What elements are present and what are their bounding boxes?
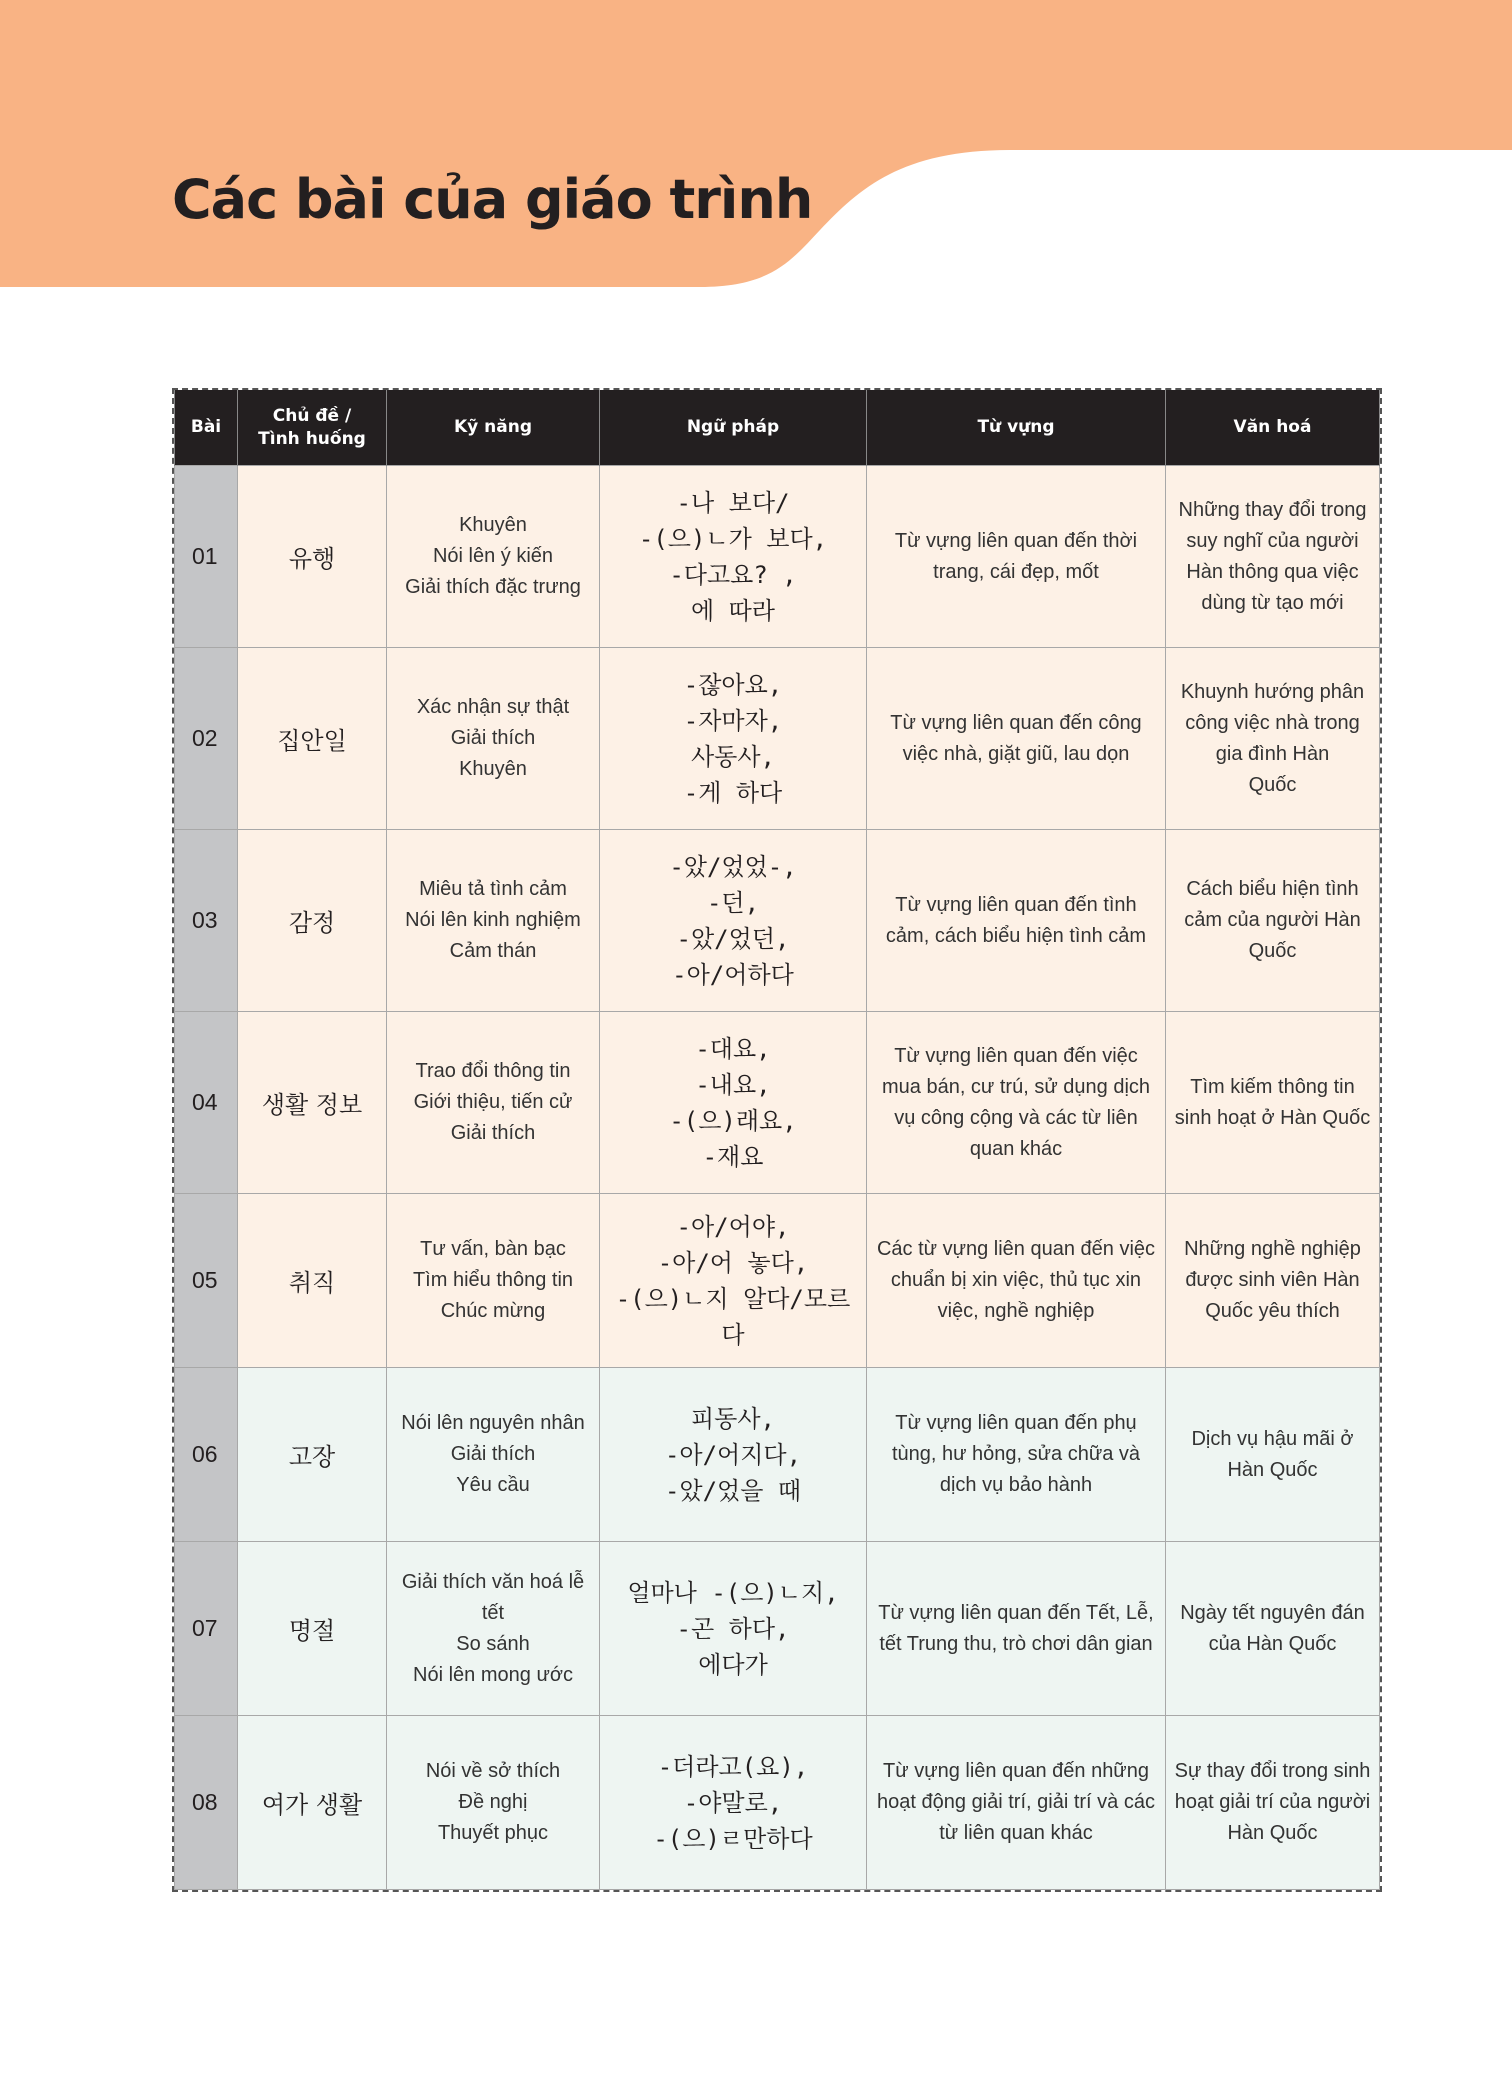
culture-cell-line: gia đình Hàn — [1215, 742, 1330, 765]
culture-cell — [1166, 466, 1380, 648]
culture-cell-line: Những thay đổi trong — [1178, 498, 1367, 521]
header-banner — [0, 0, 1512, 300]
vocabulary-cell-line: Từ vựng liên quan đến công — [890, 711, 1142, 734]
skills-cell-line: Giải thích văn hoá lễ — [401, 1570, 585, 1593]
table-header-row — [175, 390, 1380, 466]
table-body — [175, 466, 1380, 1890]
culture-cell — [1166, 1368, 1380, 1542]
grammar-cell-line: -았/었던, — [676, 924, 790, 953]
topic-cell: 유행 — [238, 466, 387, 648]
skills-cell-line: Nói lên nguyên nhân — [401, 1412, 585, 1434]
grammar-cell-line: 피동사, — [690, 1404, 775, 1433]
culture-cell — [1166, 1194, 1380, 1368]
skills-cell-line: Giới thiệu, tiến cử — [413, 1091, 573, 1113]
grammar-cell-line: -(으)래요, — [669, 1106, 797, 1135]
grammar-cell-line: -야말로, — [683, 1788, 783, 1817]
header-culture: Văn hoá — [1166, 390, 1380, 466]
grammar-cell-line: -았/었었-, — [669, 852, 797, 881]
skills-cell-line: Tư vấn, bàn bạc — [420, 1238, 566, 1260]
skills-cell-line: Khuyên — [459, 514, 527, 536]
culture-cell-line: Ngày tết nguyên đán — [1180, 1601, 1365, 1624]
table-row — [175, 1542, 1380, 1716]
grammar-cell-line: -아/어하다 — [672, 960, 794, 989]
skills-cell-line: Giải thích — [450, 727, 536, 749]
vocabulary-cell — [867, 1542, 1166, 1716]
vocabulary-cell-line: hoạt động giải trí, giải trí và các — [877, 1791, 1155, 1813]
header-vocabulary: Từ vựng — [867, 390, 1166, 466]
skills-cell-line: So sánh — [456, 1632, 530, 1655]
lesson-number: 01 — [175, 466, 238, 648]
skills-cell-line: Trao đổi thông tin — [415, 1060, 571, 1082]
vocabulary-cell-line: Từ vựng liên quan đến phụ — [895, 1412, 1137, 1434]
skills-cell-line: Nói lên ý kiến — [432, 545, 554, 567]
vocabulary-cell-line: Từ vựng liên quan đến những — [883, 1760, 1149, 1782]
vocabulary-cell — [867, 648, 1166, 830]
grammar-cell-line: -(으)ㄹ만하다 — [653, 1824, 813, 1853]
lesson-number: 05 — [175, 1194, 238, 1368]
skills-cell — [387, 830, 600, 1012]
skills-cell-line: Thuyết phục — [437, 1822, 549, 1844]
grammar-cell-line: -아/어지다, — [664, 1440, 802, 1469]
culture-cell-line: Hàn thông qua việc — [1186, 560, 1359, 583]
grammar-cell-line: -아/어야, — [676, 1212, 790, 1241]
culture-cell-line: Tìm kiếm thông tin — [1190, 1075, 1355, 1098]
vocabulary-cell — [867, 1368, 1166, 1542]
vocabulary-cell-line: trang, cái đẹp, mốt — [933, 560, 1099, 583]
lesson-number: 04 — [175, 1012, 238, 1194]
grammar-cell — [600, 830, 867, 1012]
grammar-cell — [600, 1716, 867, 1890]
lesson-number: 06 — [175, 1368, 238, 1542]
grammar-cell — [600, 1542, 867, 1716]
grammar-cell-line: 사동사, — [690, 742, 775, 771]
table-row — [175, 466, 1380, 648]
grammar-cell-line: -았/었을 때 — [664, 1476, 802, 1505]
vocabulary-cell-line: Từ vựng liên quan đến tình — [895, 893, 1137, 916]
skills-cell-line: Tìm hiểu thông tin — [412, 1269, 574, 1291]
grammar-cell-line: 얼마나 -(으)ㄴ지, — [627, 1578, 839, 1607]
topic-cell: 감정 — [238, 830, 387, 1012]
vocabulary-cell-line: vụ công cộng và các từ liên — [894, 1106, 1138, 1129]
vocabulary-cell-line: Từ vựng liên quan đến thời — [894, 529, 1138, 552]
culture-cell-line: Những nghề nghiệp — [1184, 1238, 1361, 1260]
culture-cell-line: Dịch vụ hậu mãi ở — [1191, 1427, 1354, 1450]
table-row — [175, 1368, 1380, 1542]
table-row — [175, 1194, 1380, 1368]
vocabulary-cell-line: từ liên quan khác — [939, 1822, 1093, 1844]
topic-cell: 집안일 — [238, 648, 387, 830]
grammar-cell-line: -던, — [706, 888, 760, 917]
culture-cell-line: Quốc yêu thích — [1205, 1300, 1340, 1322]
culture-cell — [1166, 1542, 1380, 1716]
lesson-number: 02 — [175, 648, 238, 830]
topic-cell: 고장 — [238, 1368, 387, 1542]
grammar-cell-line: -잖아요, — [683, 670, 783, 699]
grammar-cell — [600, 1194, 867, 1368]
grammar-cell — [600, 1368, 867, 1542]
topic-cell: 명절 — [238, 1542, 387, 1716]
grammar-cell-line: 에다가 — [698, 1650, 768, 1679]
culture-cell-line: Sự thay đổi trong sinh — [1174, 1760, 1371, 1782]
skills-cell — [387, 1716, 600, 1890]
culture-cell — [1166, 648, 1380, 830]
topic-cell: 여가 생활 — [238, 1716, 387, 1890]
culture-cell-line: Quốc — [1248, 773, 1297, 796]
grammar-cell-line: -자마자, — [683, 706, 783, 735]
skills-cell-line: Giải thích đặc trưng — [405, 576, 581, 598]
table-row — [175, 1716, 1380, 1890]
table-row — [175, 648, 1380, 830]
culture-cell-line: Hàn Quốc — [1227, 1458, 1318, 1481]
culture-cell-line: Hàn Quốc — [1227, 1822, 1318, 1844]
grammar-cell-line: -(으)ㄴ가 보다, — [638, 524, 828, 553]
culture-cell-line: công việc nhà trong — [1185, 711, 1360, 734]
vocabulary-cell-line: tết Trung thu, trò chơi dân gian — [879, 1632, 1153, 1655]
grammar-cell — [600, 1012, 867, 1194]
grammar-cell — [600, 466, 867, 648]
header-orange-shape — [0, 0, 1512, 287]
skills-cell-line: Khuyên — [459, 758, 527, 780]
culture-cell-line: cảm của người Hàn — [1184, 909, 1361, 931]
grammar-cell-line: -재요 — [702, 1142, 764, 1171]
table-row — [175, 1012, 1380, 1194]
skills-cell-line: Giải thích — [450, 1122, 536, 1144]
grammar-cell-line: -내요, — [695, 1070, 771, 1099]
skills-cell-line: Chúc mừng — [440, 1300, 546, 1322]
grammar-cell-line: -아/어 놓다, — [657, 1248, 809, 1277]
culture-cell-line: Khuynh hướng phân — [1180, 680, 1365, 703]
culture-cell — [1166, 830, 1380, 1012]
skills-cell-line: Đề nghị — [458, 1791, 528, 1813]
skills-cell — [387, 1194, 600, 1368]
vocabulary-cell — [867, 466, 1166, 648]
vocabulary-cell-line: quan khác — [969, 1137, 1063, 1160]
header-grammar: Ngữ pháp — [600, 390, 867, 466]
vocabulary-cell-line: việc, nghề nghiệp — [937, 1300, 1095, 1322]
lesson-number: 07 — [175, 1542, 238, 1716]
vocabulary-cell-line: Từ vựng liên quan đến Tết, Lễ, — [878, 1601, 1154, 1624]
culture-cell-line: của Hàn Quốc — [1208, 1632, 1337, 1655]
skills-cell-line: Nói lên mong ước — [413, 1663, 573, 1686]
header-topic-line2: Tình huống — [258, 428, 366, 449]
culture-cell-line: Cách biểu hiện tình — [1186, 878, 1359, 900]
culture-cell-line: Quốc — [1248, 940, 1297, 962]
vocabulary-cell-line: dịch vụ bảo hành — [939, 1474, 1093, 1496]
grammar-cell-line: -나 보다/ — [676, 488, 790, 517]
grammar-cell-line: -대요, — [695, 1034, 771, 1063]
vocabulary-cell-line: chuẩn bị xin việc, thủ tục xin — [890, 1269, 1142, 1291]
culture-cell — [1166, 1716, 1380, 1890]
skills-cell — [387, 1542, 600, 1716]
skills-cell-line: Giải thích — [450, 1443, 536, 1465]
skills-cell — [387, 1012, 600, 1194]
grammar-cell-line: 에 따라 — [690, 596, 775, 625]
table-row — [175, 830, 1380, 1012]
vocabulary-cell-line: Từ vựng liên quan đến việc — [894, 1044, 1138, 1067]
skills-cell-line: tết — [481, 1601, 505, 1624]
header-skills: Kỹ năng — [387, 390, 600, 466]
skills-cell-line: Nói về sở thích — [425, 1760, 561, 1782]
grammar-cell-line: -곤 하다, — [676, 1614, 790, 1643]
header-lesson: Bài — [175, 390, 238, 466]
grammar-cell-line: -(으)ㄴ지 알다/모르다 — [615, 1284, 851, 1349]
culture-cell-line: sinh hoạt ở Hàn Quốc — [1174, 1106, 1371, 1129]
grammar-cell-line: -다고요? , — [669, 560, 797, 589]
vocabulary-cell-line: tùng, hư hỏng, sửa chữa và — [891, 1443, 1141, 1465]
vocabulary-cell — [867, 1194, 1166, 1368]
lesson-number: 08 — [175, 1716, 238, 1890]
skills-cell — [387, 648, 600, 830]
culture-cell — [1166, 1012, 1380, 1194]
curriculum-table — [174, 390, 1380, 1890]
lesson-number: 03 — [175, 830, 238, 1012]
culture-cell-line: hoạt giải trí của người — [1174, 1791, 1371, 1813]
skills-cell — [387, 466, 600, 648]
culture-cell-line: được sinh viên Hàn — [1185, 1269, 1360, 1291]
header-topic-line1: Chủ đề / — [272, 405, 352, 426]
skills-cell — [387, 1368, 600, 1542]
vocabulary-cell — [867, 830, 1166, 1012]
header-topic — [238, 390, 387, 466]
skills-cell-line: Xác nhận sự thật — [416, 696, 570, 718]
topic-cell: 생활 정보 — [238, 1012, 387, 1194]
vocabulary-cell — [867, 1012, 1166, 1194]
vocabulary-cell-line: việc nhà, giặt giũ, lau dọn — [902, 742, 1130, 765]
topic-cell: 취직 — [238, 1194, 387, 1368]
page-title: Các bài của giáo trình — [172, 168, 813, 231]
skills-cell-line: Cảm thán — [449, 940, 537, 962]
culture-cell-line: dùng từ tạo mới — [1201, 591, 1344, 614]
vocabulary-cell — [867, 1716, 1166, 1890]
skills-cell-line: Miêu tả tình cảm — [419, 878, 567, 900]
vocabulary-cell-line: mua bán, cư trú, sử dụng dịch — [881, 1075, 1151, 1098]
culture-cell-line: suy nghĩ của người — [1186, 529, 1359, 552]
grammar-cell-line: -게 하다 — [683, 778, 783, 807]
grammar-cell-line: -더라고(요), — [657, 1752, 809, 1781]
grammar-cell — [600, 648, 867, 830]
vocabulary-cell-line: Các từ vựng liên quan đến việc — [876, 1238, 1156, 1260]
vocabulary-cell-line: cảm, cách biểu hiện tình cảm — [885, 924, 1147, 947]
skills-cell-line: Yêu cầu — [456, 1474, 530, 1496]
skills-cell-line: Nói lên kinh nghiệm — [405, 909, 581, 931]
